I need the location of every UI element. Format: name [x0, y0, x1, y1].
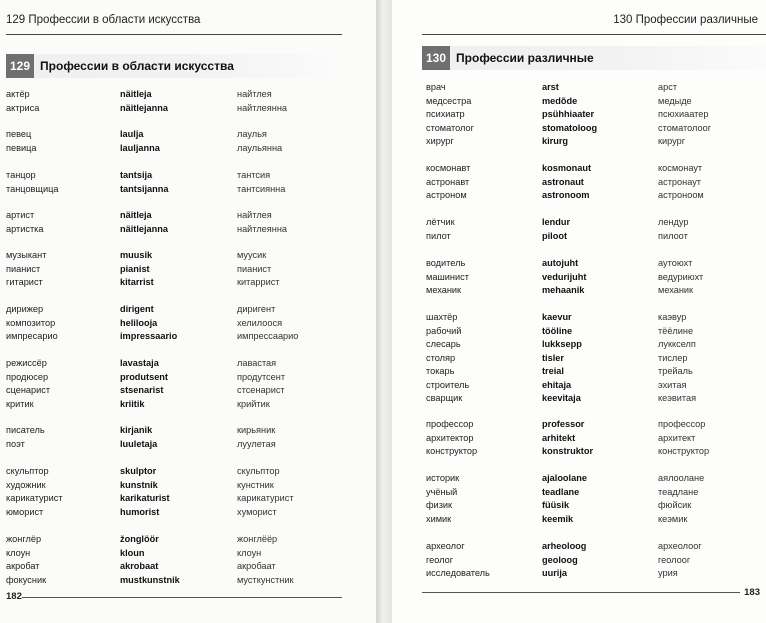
estonian-word: luuletaja	[120, 438, 158, 449]
transcription-word: фюйсик	[658, 500, 692, 510]
russian-word: рабочий	[426, 325, 462, 336]
russian-word: стоматолог	[426, 122, 474, 133]
russian-word: гитарист	[6, 277, 43, 287]
estonian-word: arheoloog	[542, 541, 587, 551]
russian-word: конструктор	[426, 446, 478, 456]
estonian-word: stomatoloog	[542, 122, 598, 133]
russian-word: лётчик	[426, 217, 455, 227]
russian-word: сварщик	[426, 393, 463, 403]
russian-word: жонглёр	[6, 534, 42, 544]
russian-word: скульптор	[6, 466, 49, 476]
transcription-word: астроноом	[658, 190, 704, 200]
russian-word: танцор	[6, 170, 36, 180]
estonian-word: näitlejanna	[120, 102, 168, 113]
transcription-word: каэвур	[658, 312, 687, 322]
estonian-word: treial	[542, 366, 564, 376]
transcription-word: псюхиаатер	[658, 109, 709, 119]
transcription-word: трейаль	[658, 366, 693, 376]
right-section-header	[422, 46, 766, 70]
estonian-word: psühhiaater	[542, 109, 595, 119]
transcription-word: клоун	[237, 547, 262, 558]
russian-word: сценарист	[6, 385, 51, 395]
transcription-word: лаулья	[237, 129, 267, 139]
estonian-word: astronoom	[542, 190, 590, 200]
right-section-title: Профессии различные	[456, 51, 594, 65]
transcription-word: кирьяник	[237, 425, 276, 435]
estonian-word: kirjanik	[120, 425, 153, 435]
left-page	[0, 0, 376, 623]
estonian-word: mustkunstnik	[120, 574, 180, 585]
transcription-word: кунстник	[237, 479, 274, 490]
transcription-word: мусткунстник	[237, 574, 294, 585]
estonian-word: medõde	[542, 95, 578, 106]
transcription-word: лендур	[658, 217, 689, 227]
russian-word: танцовщица	[6, 183, 59, 194]
estonian-word: näitleja	[120, 210, 152, 220]
estonian-word: piloot	[542, 230, 568, 241]
transcription-word: импрессаарио	[237, 331, 299, 341]
russian-word: слесарь	[426, 339, 461, 349]
estonian-word: teadlane	[542, 486, 580, 497]
right-page-number: 183	[744, 587, 760, 598]
transcription-word: арст	[658, 82, 678, 92]
transcription-word: аялоолане	[658, 473, 705, 483]
russian-word: акробат	[6, 561, 40, 571]
russian-word: режиссёр	[6, 358, 47, 368]
transcription-word: археолоог	[658, 541, 702, 551]
russian-word: химик	[426, 513, 452, 524]
estonian-word: näitlejanna	[120, 223, 168, 234]
estonian-word: impressaario	[120, 331, 178, 341]
transcription-word: тантсия	[237, 170, 271, 180]
russian-word: хирург	[426, 136, 454, 146]
russian-word: пианист	[6, 263, 41, 274]
transcription-word: механик	[658, 285, 694, 295]
estonian-word: keevitaja	[542, 393, 581, 403]
russian-word: критик	[6, 398, 34, 409]
transcription-word: геолоог	[658, 554, 691, 565]
transcription-word: кеэвитая	[658, 393, 697, 403]
estonian-word: laulja	[120, 129, 144, 139]
transcription-word: крийтик	[237, 398, 270, 409]
transcription-word: продутсент	[237, 371, 286, 382]
estonian-word: skulptor	[120, 466, 157, 476]
russian-word: юморист	[6, 506, 44, 517]
estonian-word: arst	[542, 82, 559, 92]
estonian-word: žonglöör	[120, 534, 159, 544]
transcription-word: хелилоося	[237, 317, 283, 328]
right-section-number: 130	[422, 46, 450, 70]
transcription-word: найтлеянна	[237, 223, 288, 234]
transcription-word: луккселп	[658, 339, 696, 349]
left-section-header	[6, 54, 338, 78]
transcription-word: хуморист	[237, 506, 277, 517]
estonian-word: kosmonaut	[542, 163, 592, 173]
estonian-word: lendur	[542, 217, 571, 227]
transcription-word: эхитая	[658, 379, 687, 390]
estonian-word: dirigent	[120, 304, 154, 314]
russian-word: композитор	[6, 317, 56, 328]
estonian-word: astronaut	[542, 176, 584, 187]
book-gutter	[376, 0, 392, 623]
estonian-word: helilooja	[120, 317, 158, 328]
russian-word: актёр	[6, 89, 30, 99]
russian-word: психиатр	[426, 109, 465, 119]
estonian-word: muusik	[120, 250, 153, 260]
transcription-word: космонаут	[658, 163, 703, 173]
left-head-rule	[6, 34, 342, 35]
estonian-word: akrobaat	[120, 561, 159, 571]
transcription-word: тёёлине	[658, 325, 694, 336]
estonian-word: kloun	[120, 547, 145, 558]
estonian-word: arhitekt	[542, 432, 576, 443]
russian-word: художник	[6, 479, 46, 490]
russian-word: космонавт	[426, 163, 471, 173]
russian-word: певец	[6, 129, 32, 139]
transcription-word: скульптор	[237, 466, 280, 476]
russian-word: токарь	[426, 366, 455, 376]
russian-word: исследователь	[426, 568, 490, 578]
russian-word: физик	[426, 500, 453, 510]
transcription-word: пианист	[237, 263, 272, 274]
right-footer-rule	[422, 592, 740, 593]
estonian-word: lavastaja	[120, 358, 159, 368]
transcription-word: профессор	[658, 419, 706, 429]
transcription-word: теадлане	[658, 486, 699, 497]
russian-word: артистка	[6, 223, 44, 234]
estonian-word: ajaloolane	[542, 473, 587, 483]
russian-word: машинист	[426, 271, 469, 282]
transcription-word: тислер	[658, 352, 688, 363]
transcription-word: акробаат	[237, 561, 276, 571]
transcription-word: стсенарист	[237, 385, 285, 395]
estonian-word: produtsent	[120, 371, 168, 382]
transcription-word: лавастая	[237, 358, 277, 368]
right-running-head: 130 Профессии различные	[613, 14, 758, 26]
estonian-word: autojuht	[542, 258, 579, 268]
russian-word: фокусник	[6, 574, 47, 585]
left-running-head: 129 Профессии в области искусства	[6, 14, 201, 26]
transcription-word: пилоот	[658, 230, 688, 241]
transcription-word: стоматолоог	[658, 122, 712, 133]
estonian-word: keemik	[542, 513, 574, 524]
estonian-word: professor	[542, 419, 585, 429]
transcription-word: китаррист	[237, 277, 280, 287]
russian-word: продюсер	[6, 371, 49, 382]
russian-word: писатель	[6, 425, 45, 435]
estonian-word: humorist	[120, 506, 160, 517]
russian-word: историк	[426, 473, 460, 483]
estonian-word: lauljanna	[120, 142, 160, 153]
estonian-word: kunstnik	[120, 479, 158, 490]
russian-word: артист	[6, 210, 35, 220]
transcription-word: жонглёёр	[237, 534, 278, 544]
transcription-word: муусик	[237, 250, 267, 260]
estonian-word: stsenarist	[120, 385, 164, 395]
russian-word: актриса	[6, 102, 40, 113]
estonian-word: konstruktor	[542, 446, 594, 456]
estonian-word: geoloog	[542, 554, 578, 565]
estonian-word: tisler	[542, 352, 564, 363]
estonian-word: vedurijuht	[542, 271, 587, 282]
transcription-word: урия	[658, 568, 678, 578]
russian-word: геолог	[426, 554, 454, 565]
estonian-word: tantsija	[120, 170, 153, 180]
transcription-word: карикатурист	[237, 493, 294, 503]
transcription-word: кеэмик	[658, 513, 688, 524]
right-page	[392, 0, 766, 623]
estonian-word: tantsijanna	[120, 183, 169, 194]
russian-word: медсестра	[426, 95, 472, 106]
transcription-word: диригент	[237, 304, 276, 314]
russian-word: импресарио	[6, 331, 58, 341]
estonian-word: kriitik	[120, 398, 145, 409]
estonian-word: kirurg	[542, 136, 569, 146]
estonian-word: uurija	[542, 568, 568, 578]
russian-word: шахтёр	[426, 312, 458, 322]
russian-word: клоун	[6, 547, 31, 558]
transcription-word: астронаут	[658, 176, 702, 187]
left-section-title: Профессии в области искусства	[40, 59, 234, 73]
transcription-word: ведуриюхт	[658, 271, 704, 282]
transcription-word: аутоюхт	[658, 258, 693, 268]
russian-word: столяр	[426, 352, 456, 363]
transcription-word: луулетая	[237, 438, 276, 449]
transcription-word: найтлея	[237, 89, 272, 99]
estonian-word: füüsik	[542, 500, 570, 510]
estonian-word: karikaturist	[120, 493, 170, 503]
estonian-word: kaevur	[542, 312, 572, 322]
russian-word: музыкант	[6, 250, 47, 260]
estonian-word: näitleja	[120, 89, 152, 99]
russian-word: астронавт	[426, 176, 470, 187]
russian-word: карикатурист	[6, 493, 63, 503]
transcription-word: архитект	[658, 432, 696, 443]
transcription-word: медыде	[658, 95, 692, 106]
left-footer-rule	[22, 597, 342, 598]
transcription-word: конструктор	[658, 446, 710, 456]
left-page-number: 182	[6, 591, 22, 602]
russian-word: врач	[426, 82, 446, 92]
transcription-word: лаульянна	[237, 142, 283, 153]
estonian-word: mehaanik	[542, 285, 585, 295]
russian-word: учёный	[426, 486, 458, 497]
right-head-rule	[422, 34, 766, 35]
russian-word: механик	[426, 285, 462, 295]
russian-word: архитектор	[426, 432, 474, 443]
russian-word: астроном	[426, 190, 467, 200]
russian-word: пилот	[426, 230, 451, 241]
russian-word: строитель	[426, 379, 470, 390]
estonian-word: tööline	[542, 325, 573, 336]
estonian-word: pianist	[120, 263, 150, 274]
russian-word: профессор	[426, 419, 474, 429]
russian-word: певица	[6, 142, 37, 153]
russian-word: водитель	[426, 258, 466, 268]
transcription-word: найтлея	[237, 210, 272, 220]
russian-word: археолог	[426, 541, 465, 551]
estonian-word: kitarrist	[120, 277, 154, 287]
russian-word: дирижер	[6, 304, 44, 314]
transcription-word: найтлеянна	[237, 102, 288, 113]
estonian-word: lukksepp	[542, 339, 582, 349]
estonian-word: ehitaja	[542, 379, 572, 390]
left-section-number: 129	[6, 54, 34, 78]
transcription-word: кирург	[658, 136, 686, 146]
transcription-word: тантсиянна	[237, 183, 286, 194]
russian-word: поэт	[6, 438, 25, 449]
